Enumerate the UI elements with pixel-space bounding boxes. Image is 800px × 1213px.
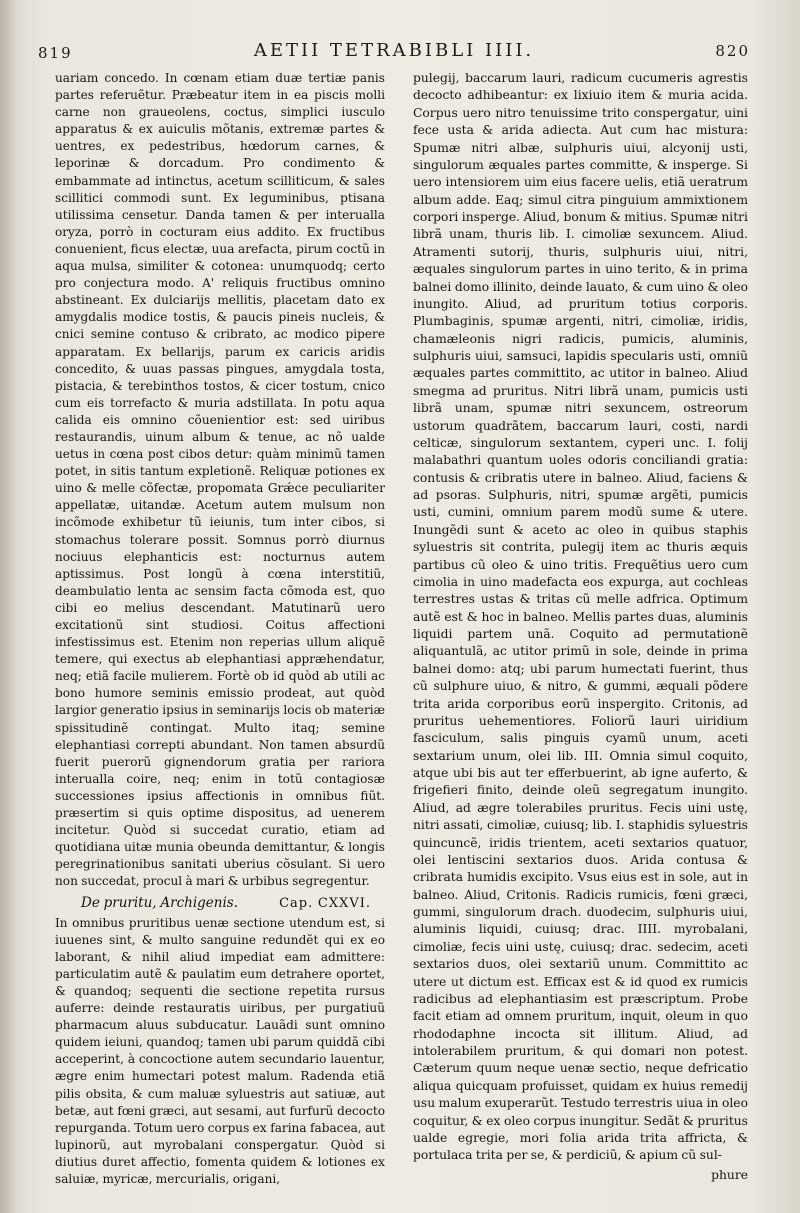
running-title: AETII TETRABIBLI IIII. (253, 40, 535, 61)
chapter-label: Cap. CXXVI. (279, 895, 371, 911)
right-text-column (413, 70, 748, 1184)
page-number-right: 820 (715, 42, 750, 60)
left-paragraph-1: uariam concedo. In cœnam etiam duæ tertiæ panis partes referuẽtur. Præbeatur item in ea piscis molli carne non graueolens, coctus, simplici iusculo apparatus & ex auiculis mõtanis, extremæ partes & uentres, ex pedestribus, hœdorum carnes, & leporinæ & dorcadum. Pro condimento & embammate ad intinctus, acetum scilliticum, & sales scillitici commodi sunt. Ex leguminibus, ptisana utilissima censetur. Danda tamen & per interualla oryza, porrò in cocturam eius addito. Ex fructibus conuenient, ficus electæ, uua arefacta, pirum coctũ in aqua mulsa, similiter & cotonea: unumquodq; certo pro conjectura modo. A' reliquis fructibus omnino abstineant. Ex dulciarijs mellitis, placetam dato ex amygdalis modice tostis, & paucis pineis nucleis, & cnici semine contuso & cribrato, ac modico pipere apparatam. Ex bellarijs, parum ex caricis aridis concedito, & uuas passas pingues, amygdala tosta, pistacia, & terebinthos tostos, & cicer tostum, cnico cum eis torrefacto & muria adstillata. In potu aqua calida eis omnino cõuenientior est: sed uiribus restaurandis, uinum album & tenue, ac nõ ualde uetus in cœna post cibos detur: quàm minimũ tamen potet, in sitis tantum expletionẽ. Reliquæ potiones ex uino & melle cõfectæ, propomata Grǽce peculiariter appellatæ, uitandæ. Acetum autem mulsum non incõmode exhibetur tũ ieiunis, tum inter cibos, si stomachus tolerare possit. Somnus porrò diurnus nociuus elephanticis est: nocturnus autem aptissimus. Post longũ à cœna interstitiũ, deambulatio lenta ac sensim facta cõmoda est, quo cibi eo melius descendant. Matutinarũ uero excitationũ sint studiosi. Coitus affectioni infestissimus est. Etenim non reperias ullum aliquẽ temere, qui exectus ab elephantiasi appræhendatur, neq; etiã facile mulierem. Fortè ob id quòd ab utili ac bono humore seminis emissio prodeat, aut quòd largior generatio ipsius in seminarijs locis ob materiæ spissitudinẽ contingat. Multo itaq; semine elephantiasi correpti abundant. Non tamen absurdũ fuerit puerorũ gignendorum gratia per rariora interualla coire, neq; enim in totũ contagiosæ successiones ipsius affectionis in omnibus fiũt. præsertim si quis optime dispositus, ad uenerem incitetur. Quòd si succedat curatio, etiam ad quotidiana uitæ munia obeunda demittantur, & longis peregrinationibus sanitati uberius cõsulant. Si uero non succedat, procul à mari & urbibus segregentur. (55, 71, 385, 889)
page-gutter-shadow (0, 0, 18, 1213)
section-heading: De pruritu, Archigenis. (81, 894, 239, 911)
section-heading-line (81, 895, 385, 912)
left-paragraph-2: In omnibus pruritibus uenæ sectione utendum est, si iuuenes sint, & multo sanguine redundẽt qui ex eo laborant, & nihil aliud impediat eam admittere: particulatim autẽ & paulatim eum detrahere oportet, & quandoq; sequenti die sectione repetita rursus auferre: deinde restauratis uiribus, per purgatiuũ pharmacum aluus subducatur. Lauãdi sunt omnino quidem ieiuni, quandoq; tamen ubi parum quiddã cibi acceperint, à concoctione autem secundario lauentur, ægre enim humectari potest malum. Radenda etiã pilis obsita, & cum maluæ syluestris aut satiuæ, aut betæ, aut fœni græci, aut sesami, aut furfurũ decocto repurganda. Totum uero corpus ex farina fabacea, aut lupinorũ, aut myrobalani conspergatur. Quòd si diutius duret affectio, fomenta quidem & lotiones ex saluiæ, myricæ, mercurialis, origani, (55, 915, 385, 1186)
left-text-column (55, 70, 385, 1188)
running-header (38, 38, 750, 68)
catchword: phure (711, 1167, 748, 1182)
right-paragraph-1: pulegij, baccarum lauri, radicum cucumeris agrestis decocto adhibeantur: ex lixiuio item & muria acida. Corpus uero nitro tenuissime trito conspergatur, uini fece usta & arida adiecta. Aut cum hac mistura: Spumæ nitri albæ, sulphuris uiui, alcyonij usti, singulorum æquales partes committe, & insperge. Si uero intensiorem uim eius facere uelis, etiã ueratrum album adde. Eaq; simul citra pinguium ammixtionem corpori insperge. Aliud, bonum & mitius. Spumæ nitri librã unam, thuris lib. I. cimoliæ sexuncem. Aliud. Atramenti sutorij, thuris, sulphuris uiui, nitri, æquales singulorum partes in uino terito, & in prima balnei domo illinito, deinde lauato, & cum uino & oleo inungito. Aliud, ad pruritum totius corporis. Plumbaginis, spumæ argenti, nitri, cimoliæ, iridis, chamæleonis nigri radicis, pumicis, aluminis, sulphuris uiui, samsuci, lapidis specularis usti, omniũ æquales partes committito, ac utitor in balneo. Aliud smegma ad pruritus. Nitri librã unam, pumicis usti librã unam, spumæ nitri sexuncem, ostreorum ustorum quadrãtem, baccarum lauri, costi, nardi celticæ, singulorum sextantem, cyperi unc. I. folij malabathri quantum uoles odoris conciliandi gratia: contusis & cribratis utere in balneo. Aliud, faciens & ad psoras. Sulphuris, nitri, spumæ argẽti, pumicis usti, cumini, omnium parem modũ sume & utere. Inungẽdi sunt & aceto ac oleo in quibus staphis syluestris sit contrita, pulegij item ac thuris æquis partibus cũ oleo & uino tritis. Frequẽtius uero cum cimolia in uino madefacta eos expurga, aut cochleas terrestres ustas & tritas cũ melle adfrica. Optimum autẽ est & hoc in balneo. Mellis partes duas, aluminis liquidi partem unã. Coquito ad permutationẽ aliquantulã, ac utitor primũ in sole, deinde in prima balnei domo: atq; ubi parum humectati fuerint, thus cũ sulphure uiuo, & nitro, & gummi, æquali põdere trita arida corporibus eorũ inspergito. Critonis, ad pruritus uehementiores. Foliorũ lauri uiridium fasciculum, salis pinguis cyamũ unum, aceti sextarium unum, olei lib. III. Omnia simul coquito, atque ubi bis aut ter efferbuerint, ab igne auferto, & frigefieri finito, deinde oleũ segregatum inungito. Aliud, ad ægre tolerabiles pruritus. Fecis uini ustę, nitri assati, cimoliæ, cuiusq; lib. I. staphidis syluestris quincuncẽ, iridis trientem, aceti sextarios quatuor, olei lentiscini sextarios duos. Arida contusa & cribrata humidis excipito. Vsus eius est in sole, aut in balneo. Aliud, Critonis. Radicis rumicis, fœni græci, gummi, singulorum drach. duodecim, sulphuris uiui, aluminis liquidi, cuiusq; drac. IIII. myrobalani, cimoliæ, fecis uini ustę, cuiusq; drac. sedecim, aceti sextarios duos, olei sextariũ unum. Committito ac utere ut dictum est. Efficax est & id quod ex rumicis radicibus ad elephantiasim est præscriptum. Probe facit etiam ad omnem pruritum, inquit, oleum in quo rhododaphne incocta sit illitum. Aliud, ad intolerabilem pruritum, & qui domari non potest. Cæterum quum neque uenæ sectio, neque defricatio aliqua quicquam profuisset, quidam ex huius remedij usu malum exuperarũt. Testudo terrestris uiua in oleo coquitur, & ex oleo corpus inungitur. Sedãt & pruritus ualde egregie, mori folia arida trita affricta, & portulaca trita per se, & perdiciũ, & apium cũ sul- (413, 71, 748, 1163)
page-number-left: 819 (38, 44, 73, 62)
